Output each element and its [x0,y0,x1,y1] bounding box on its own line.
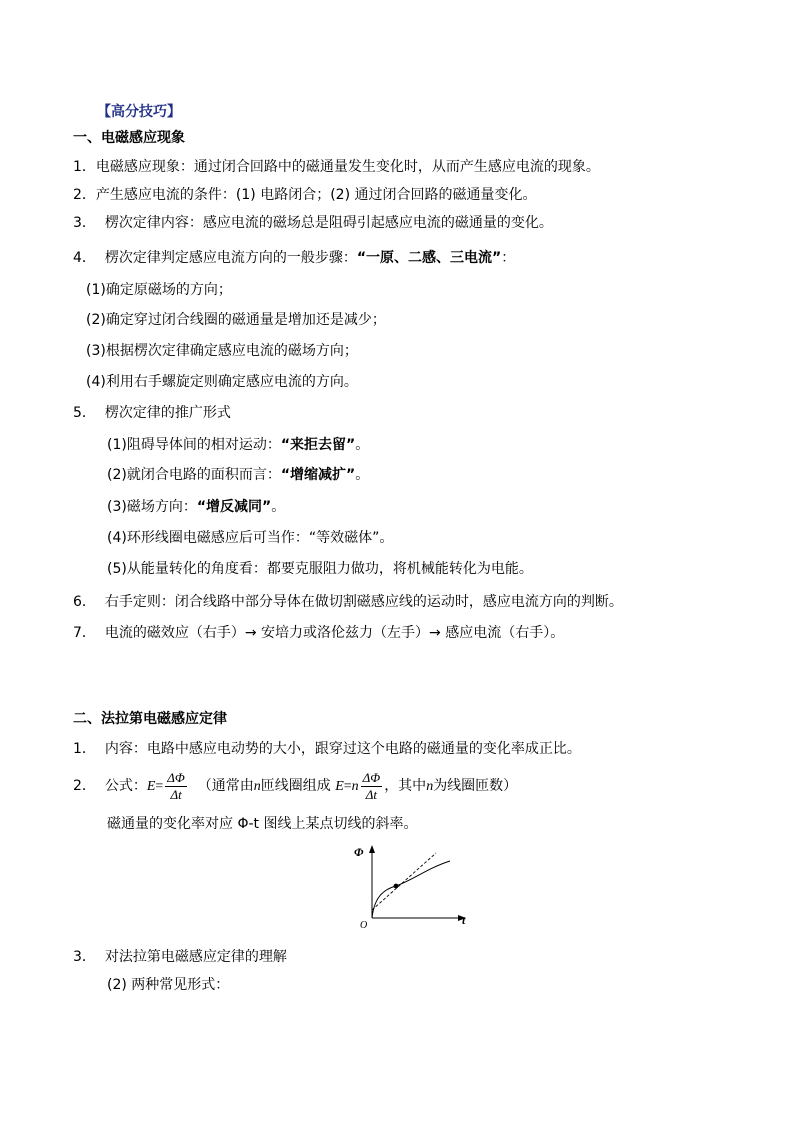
emf-symbol: E [146,779,156,794]
tangent-line [372,853,436,910]
item-text: 产生感应电流的条件：(1) 电路闭合；(2) 通过闭合回路的磁通量变化。 [95,187,537,203]
item-3 [73,214,553,232]
form-5: (5)从能量转化的角度看：都要克服阻力做功，将机械能转化为电能。 [107,561,533,577]
section-title: 【高分技巧】 [97,104,181,120]
form-bold: “增反减同” [196,499,272,515]
item-text: 楞次定律判定感应电流方向的一般步骤： [104,250,357,266]
item-text: 楞次定律内容：感应电流的磁场总是阻碍引起感应电流的磁通量的变化。 [104,215,553,231]
origin-label: O [360,920,368,931]
item-text: 对法拉第电磁感应定律的理解 [104,949,287,965]
form-post: 。 [271,499,286,515]
section2-heading: 二、法拉第电磁感应定律 [73,711,227,727]
x-axis-label: t [462,913,466,927]
form-text: (2)就闭合电路的面积而言： [107,467,281,483]
item-7 [73,624,564,642]
fraction-denominator: Δt [365,786,378,802]
fraction-numerator: ΔΦ [362,769,381,785]
flux-rate-fraction [361,770,383,803]
form-post: 。 [355,437,370,453]
equals-sign: = [155,779,164,794]
mnemonic: “一原、二感、三电流” [356,250,502,266]
tangent-point [394,884,399,889]
item-number: 3． [73,215,96,231]
item-6 [73,593,623,611]
formula-note-after: ，其中 [384,778,427,794]
law-item-1 [73,740,581,758]
formula-note: （通常由 [197,778,254,794]
form-bold: “来拒去留” [280,437,356,453]
form-post: 。 [355,467,370,483]
fraction-denominator: Δt [170,786,182,802]
item-number: 5． [73,405,96,421]
step-4: (4)利用右手螺旋定则确定感应电流的方向。 [86,374,358,390]
item-1 [73,158,600,176]
formula-line [73,767,517,806]
step-3: (3)根据楞次定律确定感应电流的磁场方向； [86,343,358,359]
item-2 [73,186,536,204]
turns-symbol: n [351,779,359,794]
formula-label: 公式： [104,778,147,794]
turns-symbol: n [426,779,434,794]
item-4 [73,249,515,267]
slope-note: 磁通量的变化率对应 Φ-t 图线上某点切线的斜率。 [107,816,418,832]
item-number: 2． [73,187,96,203]
flux-time-graph [348,840,473,932]
item-number: 4． [73,250,96,266]
fraction-numerator: ΔΦ [167,769,185,785]
formula-note-mid: 匝线圈组成 [260,778,331,794]
emf-symbol: E [335,779,344,794]
section1-heading: 一、电磁感应现象 [73,130,185,146]
item-text: 电磁感应现象：通过闭合回路中的磁通量发生变化时，从而产生感应电流的现象。 [95,159,600,175]
form-text: (3)磁场方向： [107,499,197,515]
sub-item-2: (2) 两种常见形式： [107,977,230,993]
item-number: 1． [73,159,96,175]
flux-curve [372,861,450,918]
form-1 [107,436,369,454]
item-text: 右手定则：闭合线路中部分导体在做切割磁感应线的运动时，感应电流方向的判断。 [104,594,623,610]
form-4: (4)环形线圈电磁感应后可当作：“等效磁体”。 [107,530,394,546]
form-3 [107,498,285,516]
flux-rate-fraction [165,770,187,803]
item-number: 3． [73,949,96,965]
item-tail: ： [501,250,516,266]
step-1: (1)确定原磁场的方向； [86,282,232,298]
equals-sign: = [343,779,352,794]
item-number: 1． [73,741,96,757]
item-5 [73,404,231,422]
step-2: (2)确定穿过闭合线圈的磁通量是增加还是减少； [86,312,386,328]
turns-symbol: n [253,779,261,794]
item-number: 7． [73,625,96,641]
law-item-3 [73,948,287,966]
item-text: 楞次定律的推广形式 [104,405,231,421]
y-axis-label: Φ [354,845,364,859]
item-text: 内容：电路中感应电动势的大小，跟穿过这个电路的磁通量的变化率成正比。 [104,741,581,757]
item-number: 6． [73,594,96,610]
y-axis-arrow [369,845,375,853]
item-number: 2． [73,778,96,794]
form-text: (1)阻碍导体间的相对运动： [107,437,281,453]
formula-note-close: 为线圈匝数） [433,778,518,794]
item-text: 电流的磁效应（右手）→ 安培力或洛伦兹力（左手）→ 感应电流（右手）。 [104,625,565,641]
form-2 [107,466,369,484]
form-bold: “增缩减扩” [280,467,356,483]
